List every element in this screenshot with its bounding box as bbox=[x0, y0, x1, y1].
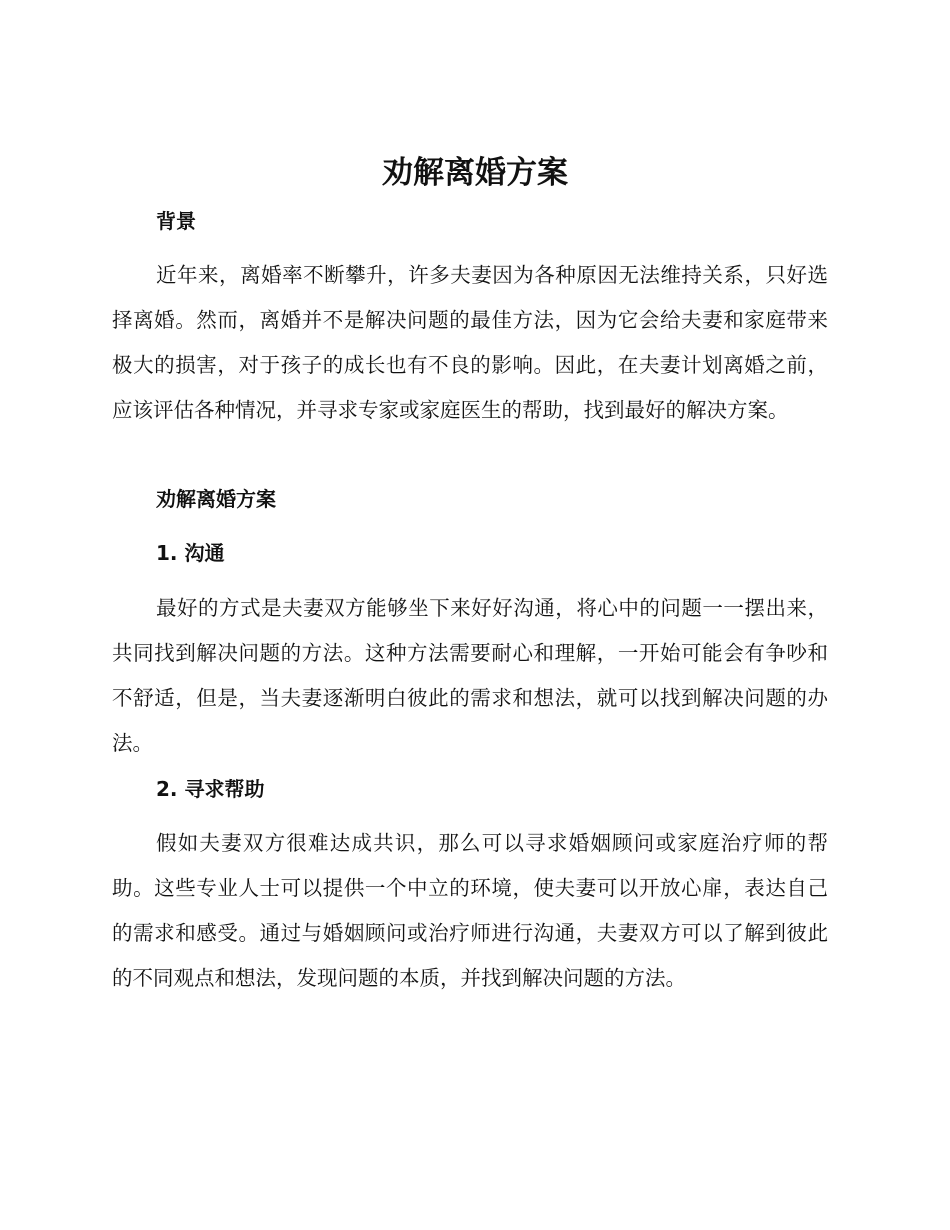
section-heading-plan: 劝解离婚方案 bbox=[156, 487, 276, 511]
section-heading-communication: 1. 沟通 bbox=[156, 541, 225, 565]
paragraph-seek-help: 假如夫妻双方很难达成共识，那么可以寻求婚姻顾问或家庭治疗师的帮助。这些专业人士可以提供一个中立的环境，使夫妻可以开放心扉，表达自己的需求和感受。通过与婚姻顾问或治疗师进行沟通，夫妻双方可以了解到彼此的不同观点和想法，发现问题的本质，并找到解决问题的方法。 bbox=[112, 831, 828, 990]
section-heading-background: 背景 bbox=[156, 209, 196, 233]
document-title: 劝解离婚方案 bbox=[382, 155, 568, 191]
paragraph-communication: 最好的方式是夫妻双方能够坐下来好好沟通，将心中的问题一一摆出来，共同找到解决问题的方法。这种方法需要耐心和理解，一开始可能会有争吵和不舒适，但是，当夫妻逐渐明白彼此的需求和想法，就可以找到解决问题的办法。 bbox=[112, 596, 828, 755]
section-heading-seek-help: 2. 寻求帮助 bbox=[156, 777, 265, 801]
paragraph-background: 近年来，离婚率不断攀升，许多夫妻因为各种原因无法维持关系，只好选择离婚。然而，离婚并不是解决问题的最佳方法，因为它会给夫妻和家庭带来极大的损害，对于孩子的成长也有不良的影响。因此，在夫妻计划离婚之前，应该评估各种情况，并寻求专家或家庭医生的帮助，找到最好的解决方案。 bbox=[112, 263, 828, 422]
